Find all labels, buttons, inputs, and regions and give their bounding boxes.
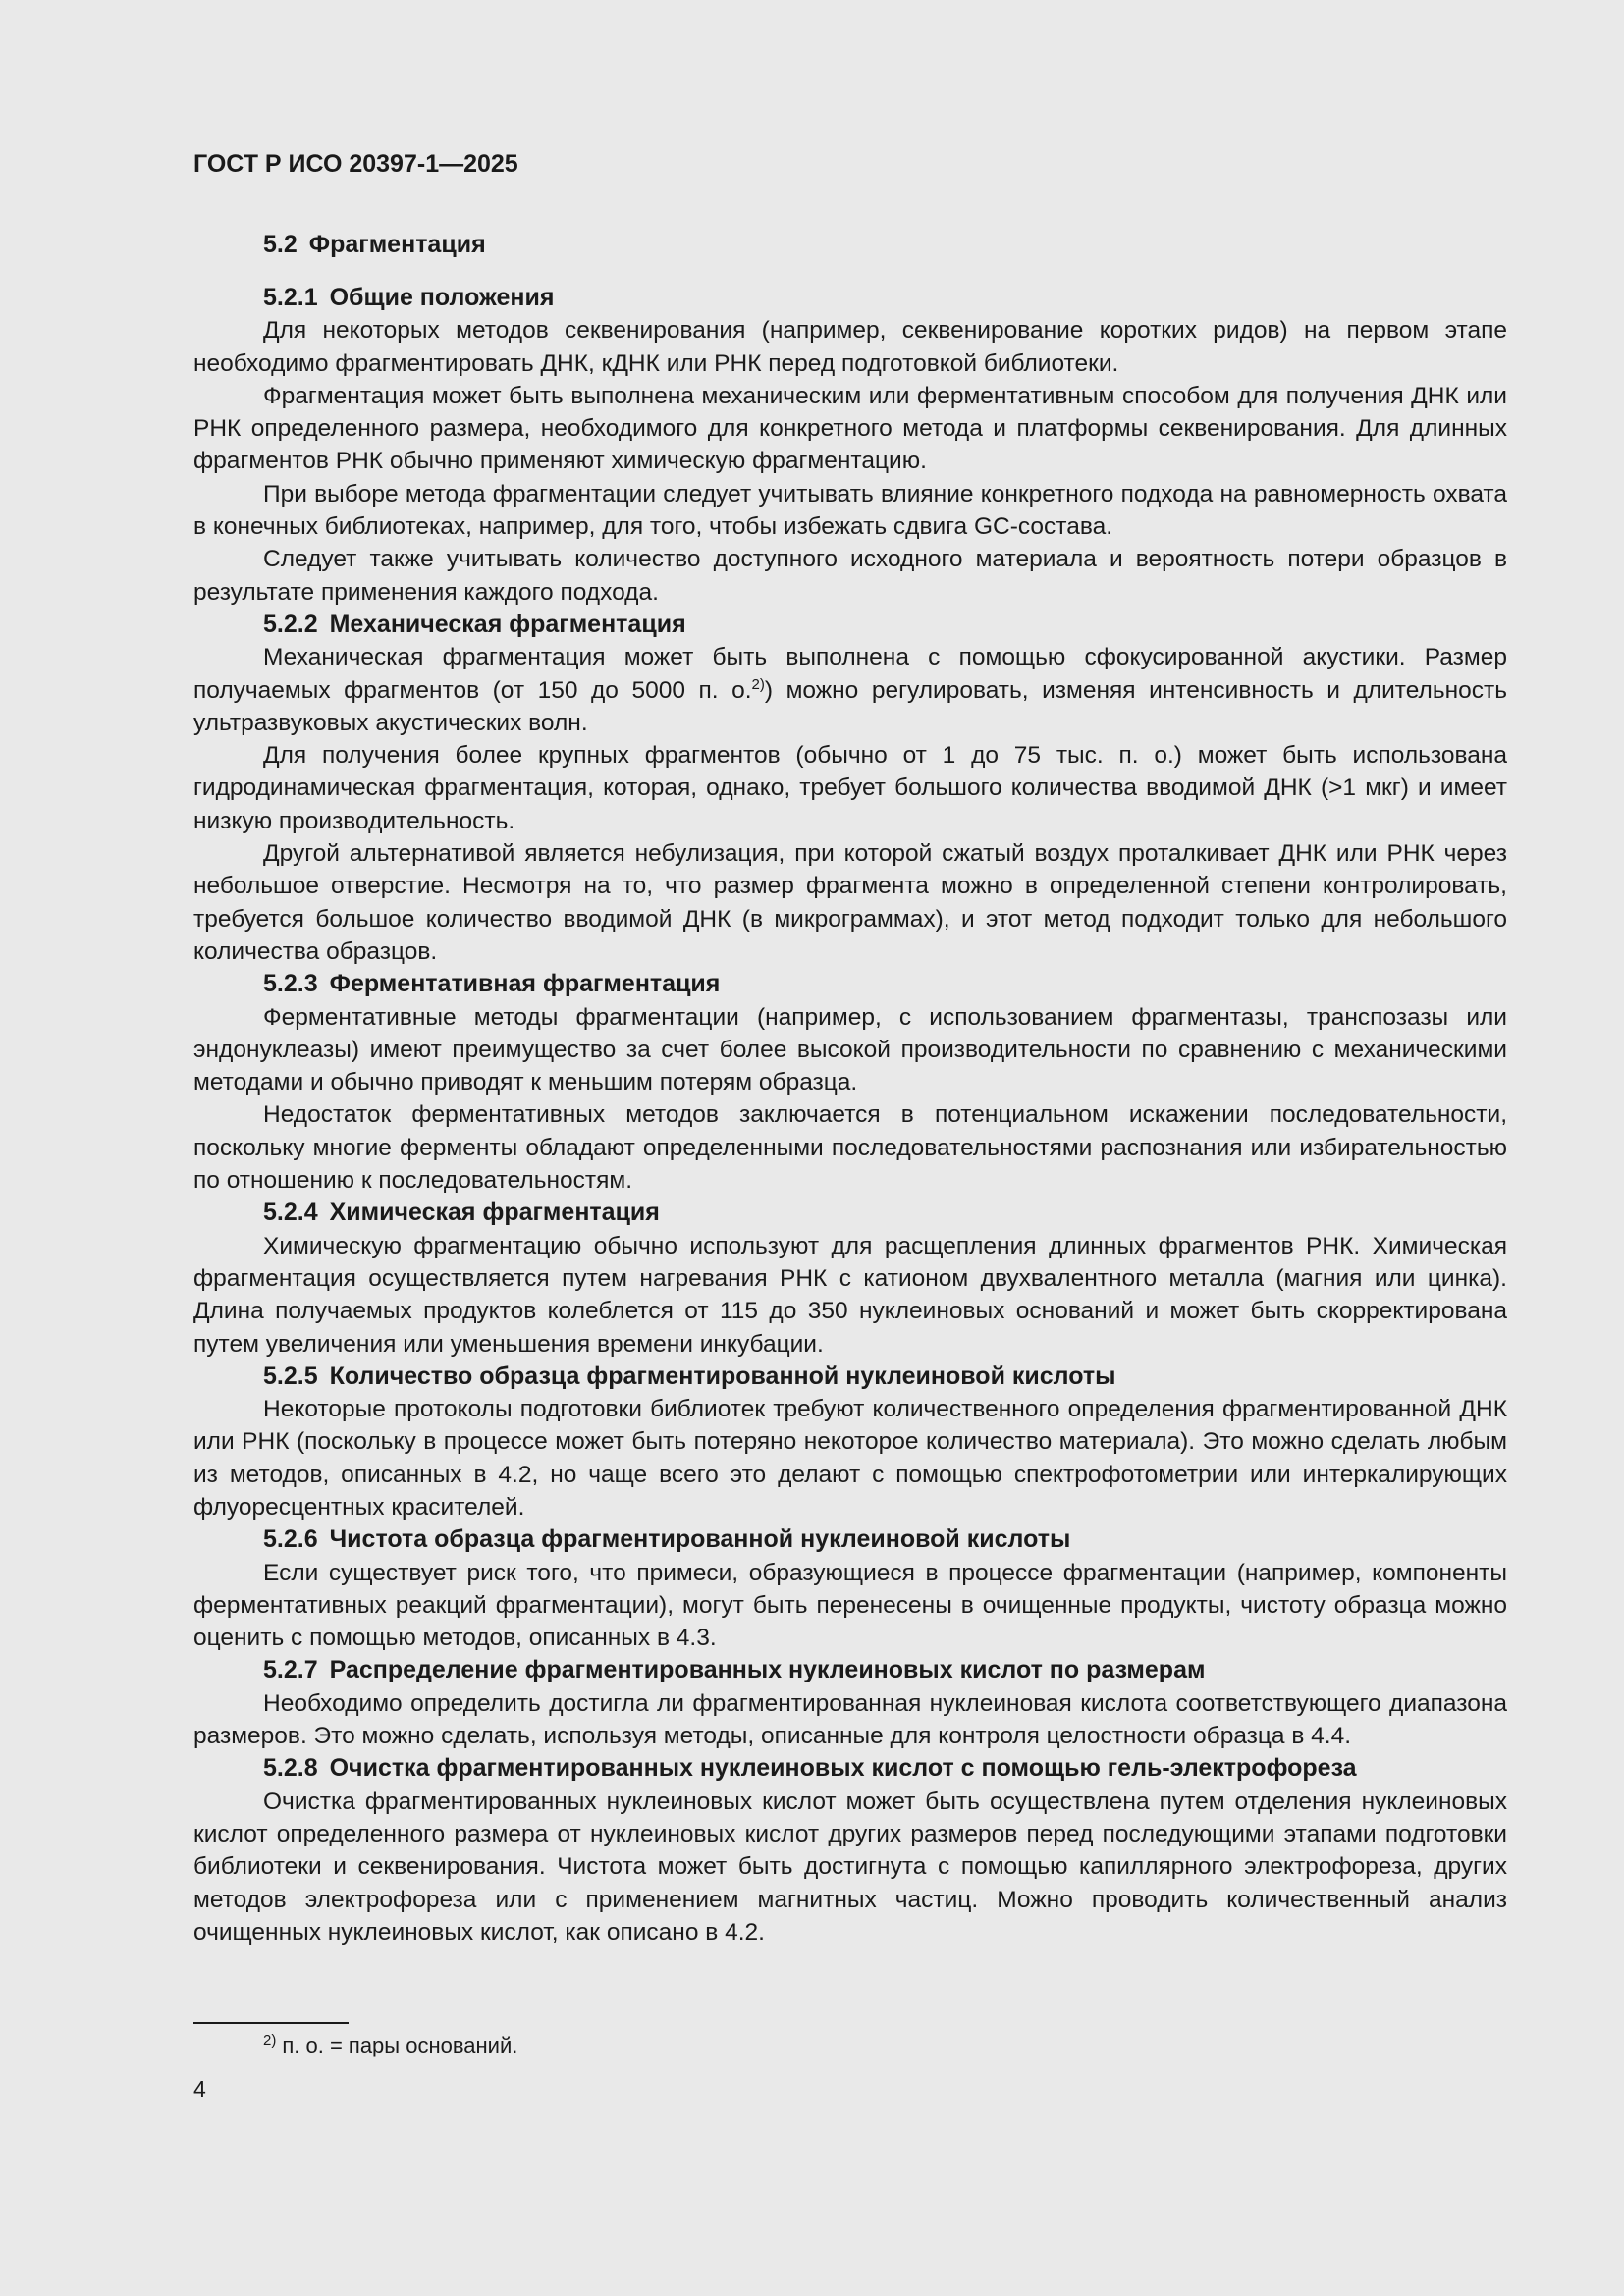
subsection-heading-5-2-6 <box>193 1523 1507 1556</box>
footnote-text: п. о. = пары оснований. <box>282 2033 518 2057</box>
subsection-number: 5.2.8 <box>263 1754 318 1783</box>
paragraph: Для некоторых методов секвенирования (например, секвенирование коротких ридов) на первом этапе необходимо фрагментировать ДНК, кДНК или РНК перед подготовкой библиотеки. <box>193 317 1507 377</box>
footnote-reference: 2) <box>751 675 765 693</box>
paragraph <box>193 641 1507 739</box>
subsection-number: 5.2.5 <box>263 1362 318 1390</box>
subsection-title: Количество образца фрагментированной нуклеиновой кислоты <box>329 1362 1116 1390</box>
paragraph: Фрагментация может быть выполнена механическим или ферментативным способом для получения ДНК или РНК определенного размера, необходимого для конкретного метода и платформы секвенирования. Для длинных фрагментов РНК обычно применяют химическую фрагментацию. <box>193 382 1507 475</box>
subsection-number: 5.2.4 <box>263 1199 318 1227</box>
paragraph: Для получения более крупных фрагментов (обычно от 1 до 75 тыс. п. о.) может быть использована гидродинамическая фрагментация, которая, однако, требует большого количества вводимой ДНК (>1 мкг) и имеет низкую производительность. <box>193 742 1507 834</box>
subsection-heading-5-2-3 <box>193 968 1507 1000</box>
subsection-title: Механическая фрагментация <box>329 610 686 638</box>
subsection-number: 5.2.2 <box>263 610 318 638</box>
document-page <box>193 147 1507 1949</box>
footnote-separator <box>193 2022 349 2024</box>
paragraph: При выборе метода фрагментации следует учитывать влияние конкретного подхода на равномерность охвата в конечных библиотеках, например, для того, чтобы избежать сдвига GC-состава. <box>193 480 1507 541</box>
subsection-heading-5-2-2 <box>193 609 1507 641</box>
paragraph: Очистка фрагментированных нуклеиновых кислот может быть осуществлена путем отделения нуклеиновых кислот определенного размера от нуклеиновых кислот других размеров перед последующими этапами подготовки библиотеки и секвенирования. Чистота может быть достигнута с помощью капиллярного электрофореза, других методов электрофореза или с применением магнитных частиц. Можно проводить количественный анализ очищенных нуклеиновых кислот, как описано в 4.2. <box>193 1788 1507 1946</box>
page-number: 4 <box>193 2076 206 2102</box>
paragraph-text: ) можно регулировать, изменяя интенсивность и длительность ультразвуковых акустических волн. <box>193 676 1507 736</box>
paragraph: Ферментативные методы фрагментации (например, с использованием фрагментазы, транспозазы или эндонуклеазы) имеют преимущество за счет более высокой производительности по сравнению с механическими методами и обычно приводят к меньшим потерям образца. <box>193 1003 1507 1096</box>
paragraph: Необходимо определить достигла ли фрагментированная нуклеиновая кислота соответствующего диапазона размеров. Это можно сделать, используя методы, описанные для контроля целостности образца в 4.4. <box>193 1689 1507 1750</box>
paragraph: Следует также учитывать количество доступного исходного материала и вероятность потери образцов в результате применения каждого подхода. <box>193 546 1507 606</box>
subsection-title: Очистка фрагментированных нуклеиновых кислот с помощью гель-электрофореза <box>329 1754 1357 1783</box>
subsection-number: 5.2.6 <box>263 1525 318 1554</box>
subsection-number: 5.2.3 <box>263 970 318 998</box>
subsection-title: Химическая фрагментация <box>329 1199 660 1227</box>
subsection-title: Распределение фрагментированных нуклеиновых кислот по размерам <box>329 1656 1206 1684</box>
section-heading <box>193 228 1507 261</box>
paragraph: Если существует риск того, что примеси, образующиеся в процессе фрагментации (например, компоненты ферментативных реакций фрагментации), могут быть перенесены в очищенные продукты, чистоту образца можно оценить с помощью методов, описанных в 4.3. <box>193 1559 1507 1652</box>
subsection-number: 5.2.1 <box>263 284 318 311</box>
document-header: ГОСТ Р ИСО 20397-1—2025 <box>193 150 518 178</box>
subsection-title: Чистота образца фрагментированной нуклеиновой кислоты <box>329 1525 1071 1554</box>
subsection-heading-5-2-8 <box>193 1752 1507 1785</box>
subsection-heading-5-2-1 <box>193 282 1507 314</box>
footnote-marker: 2) <box>263 2031 277 2049</box>
subsection-heading-5-2-7 <box>193 1654 1507 1686</box>
section-title: Фрагментация <box>308 231 486 258</box>
paragraph: Химическую фрагментацию обычно используют для расщепления длинных фрагментов РНК. Химическая фрагментация осуществляется путем нагревания РНК с катионом двухвалентного металла (магния или цинка). Длина получаемых продуктов колеблется от 115 до 350 нуклеиновых оснований и может быть скорректирована путем увеличения или уменьшения времени инкубации. <box>193 1232 1507 1358</box>
subsection-title: Ферментативная фрагментация <box>329 970 721 998</box>
subsection-number: 5.2.7 <box>263 1656 318 1684</box>
subsection-title: Общие положения <box>329 284 555 311</box>
subsection-heading-5-2-4 <box>193 1197 1507 1229</box>
paragraph: Некоторые протоколы подготовки библиотек требуют количественного определения фрагментированной ДНК или РНК (поскольку в процессе может быть потеряно некоторое количество материала). Это можно сделать любым из методов, описанных в 4.2, но чаще всего это делают с помощью спектрофотометрии или интеркалирующих флуоресцентных красителей. <box>193 1396 1507 1521</box>
paragraph: Другой альтернативой является небулизация, при которой сжатый воздух проталкивает ДНК или РНК через небольшое отверстие. Несмотря на то, что размер фрагмента можно в определенной степени контролировать, требуется большое количество вводимой ДНК (в микрограммах), и этот метод подходит только для небольшого количества образцов. <box>193 840 1507 965</box>
section-number: 5.2 <box>263 231 298 258</box>
paragraph: Недостаток ферментативных методов заключается в потенциальном искажении последовательности, поскольку многие ферменты обладают определенными последовательностями распознания или избирательностью по отношению к последовательностям. <box>193 1101 1507 1195</box>
footnote <box>263 2031 517 2060</box>
subsection-heading-5-2-5 <box>193 1361 1507 1393</box>
paragraph-text: Механическая фрагментация может быть выполнена с помощью сфокусированной акустики. Размер получаемых фрагментов (от 150 до 5000 п. о. <box>193 644 1507 704</box>
